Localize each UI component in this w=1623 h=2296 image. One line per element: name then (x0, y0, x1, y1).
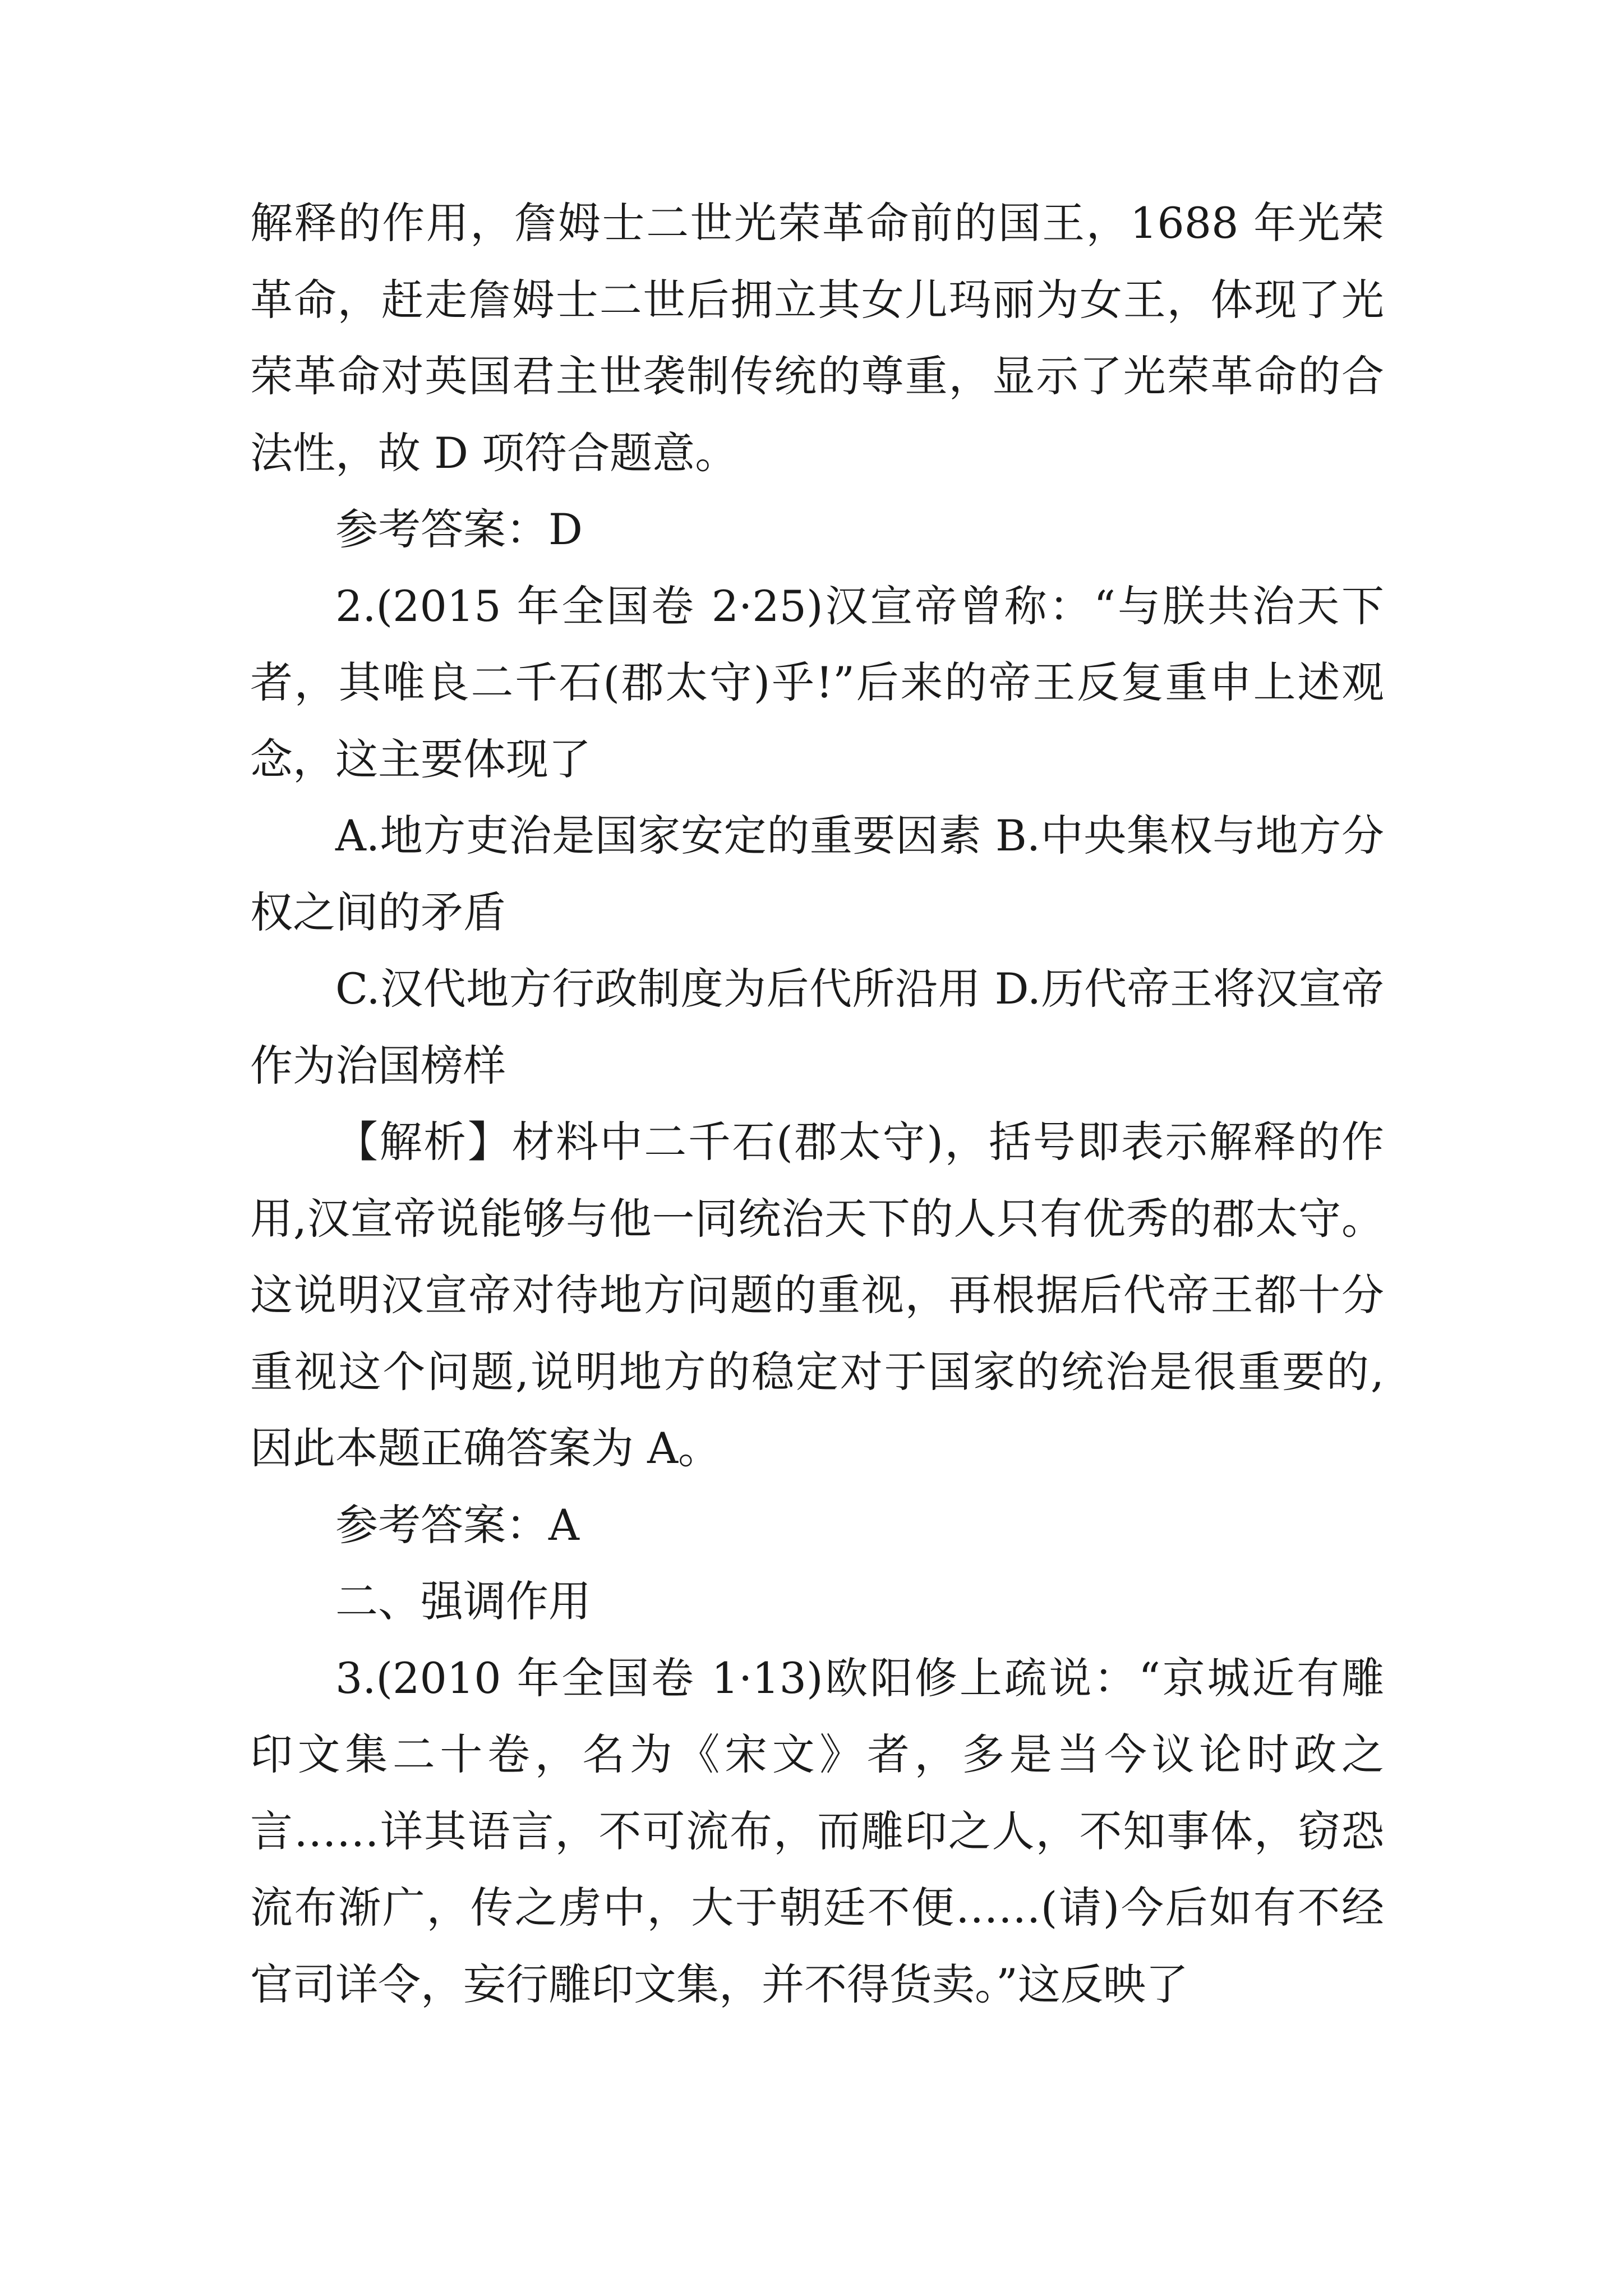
section-heading-emphasis: 二、强调作用 (335, 1576, 591, 1626)
paragraph-options-ab: A.地方吏治是国家安定的重要因素 B.中央集权与地方分权之间的矛盾 (250, 811, 1384, 937)
paragraph-answer-1: 参考答案：D (335, 504, 583, 554)
paragraph-analysis-2: 【解析】材料中二千石(郡太守)，括号即表示解释的作用,汉宣帝说能够与他一同统治天下的人只有优秀的郡太守。这说明汉宣帝对待地方问题的重视，再根据后代帝王都十分重视这个问题,说明地方的稳定对于国家的统治是很重要的,因此本题正确答案为 A。 (250, 1117, 1384, 1473)
paragraph-options-cd: C.汉代地方行政制度为后代所沿用 D.历代帝王将汉宣帝作为治国榜样 (250, 964, 1384, 1091)
paragraph-question-2: 2.(2015 年全国卷 2·25)汉宣帝曾称：“与朕共治天下者，其唯良二千石(郡太守)乎!”后来的帝王反复重申上述观念，这主要体现了 (250, 581, 1384, 784)
paragraph-question-3: 3.(2010 年全国卷 1·13)欧阳修上疏说：“京城近有雕印文集二十卷，名为《宋文》者，多是当今议论时政之言……详其语言，不可流布，而雕印之人，不知事体，窃恐流布渐广，传之虏中，大于朝廷不便……(请)今后如有不经官司详令，妄行雕印文集，并不得货卖。”这反映了 (250, 1653, 1384, 2009)
document-body (250, 185, 1384, 2023)
paragraph-answer-2: 参考答案：A (335, 1499, 579, 1550)
paragraph-explanation-continued: 解释的作用，詹姆士二世光荣革命前的国王，1688 年光荣革命，赶走詹姆士二世后拥立其女儿玛丽为女王，体现了光荣革命对英国君主世袭制传统的尊重，显示了光荣革命的合法性，故 D 项符合题意。 (250, 198, 1384, 478)
